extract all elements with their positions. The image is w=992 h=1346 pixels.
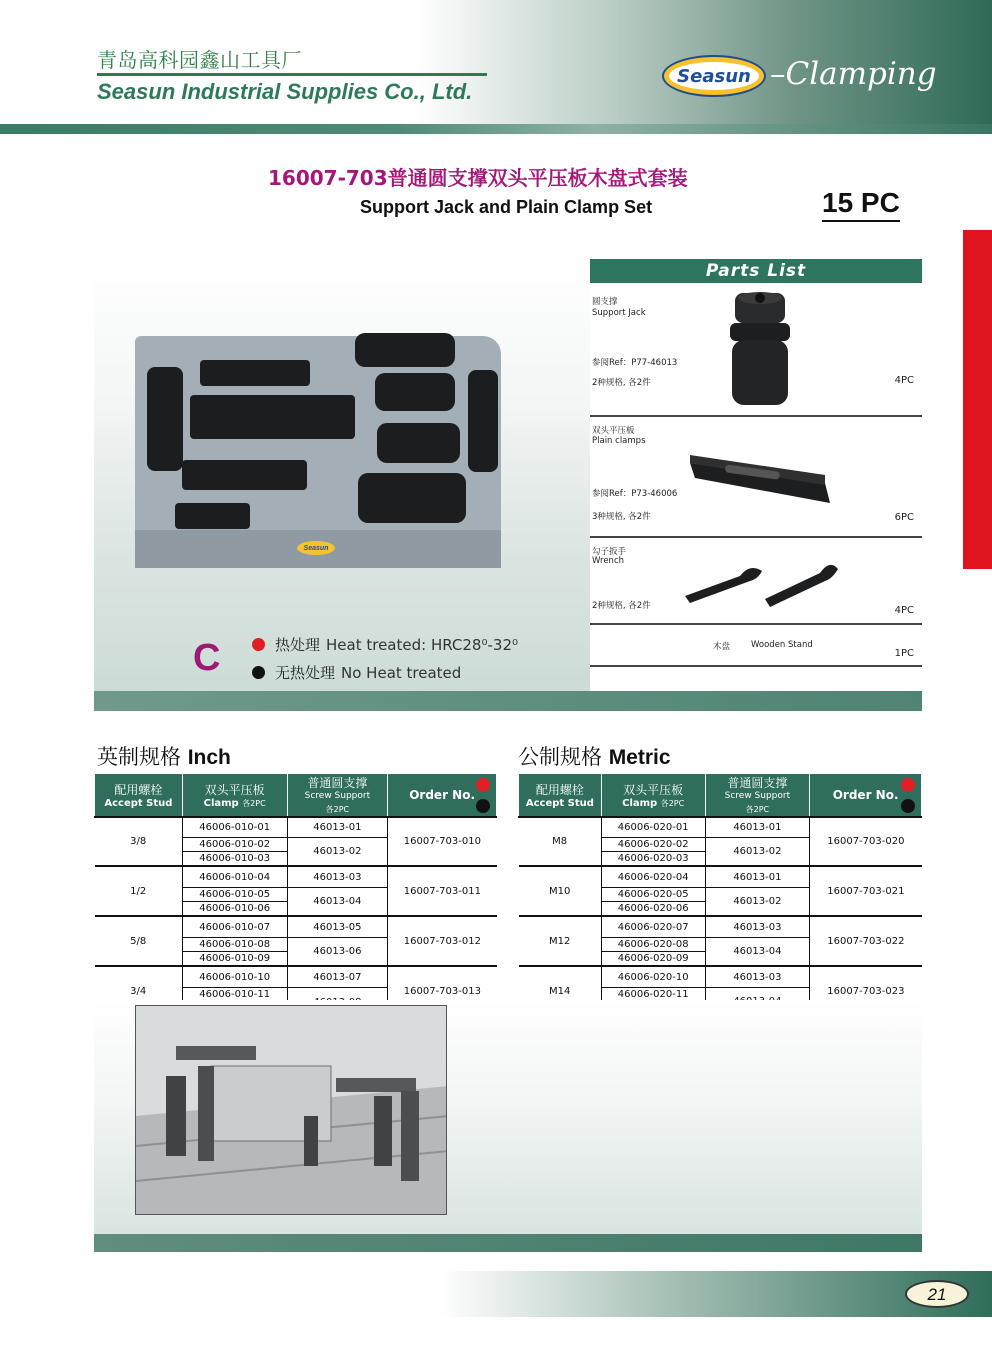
heat-class-letter: C <box>193 637 221 679</box>
order-number-cell: 16007-703-010 <box>388 817 497 867</box>
clamp-part-cell: 46006-010-06 <box>182 902 287 917</box>
order-number-cell: 16007-703-021 <box>810 866 922 916</box>
seasun-logo <box>662 55 766 97</box>
table-row <box>95 866 497 887</box>
order-number-cell: 16007-703-012 <box>388 916 497 966</box>
plain-clamp <box>182 460 307 490</box>
part-name-en: Wrench <box>592 556 625 566</box>
clamp-part-cell: 46006-020-10 <box>601 966 705 987</box>
legend-no-heat <box>252 662 461 683</box>
parts-divider <box>590 665 922 667</box>
part-name-cn: 双头平压板 <box>592 426 635 436</box>
clamp-part-cell: 46006-020-03 <box>601 852 705 867</box>
page-number: 21 <box>905 1280 969 1308</box>
wrench-icon <box>680 551 840 611</box>
clamp-part-cell: 46006-010-01 <box>182 817 287 838</box>
piece-count: 15 PC <box>822 187 900 222</box>
table-row <box>519 866 922 887</box>
support-part-cell: 46013-06 <box>287 938 388 967</box>
order-number-cell: 16007-703-011 <box>388 866 497 916</box>
order-number-cell: 16007-703-023 <box>810 966 922 1016</box>
part-spec: 2种规格, 各2件 <box>592 378 651 388</box>
support-part-cell: 46013-03 <box>705 916 810 937</box>
side-red-tab <box>963 230 992 569</box>
inch-table-body <box>95 817 497 1017</box>
wrench-left <box>147 367 183 471</box>
red-dot-icon <box>476 778 490 792</box>
support-part-cell: 46013-07 <box>287 966 388 987</box>
legend-noheat-cn: 无热处理 <box>275 664 336 682</box>
part-spec: 2种规格, 各2件 <box>592 601 651 611</box>
header-divider <box>0 124 992 134</box>
clamp-part-cell: 46006-010-11 <box>182 988 287 1002</box>
clamp-part-cell: 46006-010-10 <box>182 966 287 987</box>
part-qty: 6PC <box>894 512 914 523</box>
legend-heat-en: Heat treated: HRC28⁰-32⁰ <box>326 635 518 654</box>
clamp-part-cell: 46006-020-01 <box>601 817 705 838</box>
col-clamp: 双头平压板 Clamp 各2PC <box>182 774 287 817</box>
metric-section-title <box>518 741 671 771</box>
support-part-cell: 46013-03 <box>705 966 810 987</box>
inch-title-cn: 英制规格 <box>97 745 181 769</box>
part-name-en: Support Jack <box>592 308 646 318</box>
bottom-strip <box>94 1234 922 1252</box>
setup-photo <box>135 1005 447 1215</box>
part-name-en: Wooden Stand <box>751 640 813 650</box>
part-name-cn: 勾子扳手 <box>592 547 627 557</box>
part-qty: 4PC <box>894 375 914 386</box>
support-part-cell: 46013-05 <box>287 916 388 937</box>
support-part-cell: 46013-04 <box>287 888 388 917</box>
black-dot-icon <box>252 666 265 679</box>
support-part-cell: 46013-02 <box>705 888 810 917</box>
order-number-cell: 16007-703-013 <box>388 966 497 1016</box>
part-qty: 4PC <box>894 605 914 616</box>
support-part-cell: 46013-02 <box>705 838 810 867</box>
order-number-cell: 16007-703-022 <box>810 916 922 966</box>
part-ref: 参阅Ref：P73-46006 <box>592 489 678 499</box>
table-row <box>95 916 497 937</box>
parts-divider <box>590 623 922 625</box>
company-name-cn: 青岛高科园鑫山工具厂 <box>97 48 302 72</box>
support-jack <box>375 373 455 411</box>
support-jack-icon <box>720 288 800 413</box>
col-clamp: 双头平压板 Clamp 各2PC <box>601 774 705 817</box>
table-row <box>519 966 922 987</box>
col-order-no: Order No. <box>388 774 497 817</box>
legend-heat-cn: 热处理 <box>275 636 321 654</box>
clamp-part-cell: 46006-010-08 <box>182 938 287 952</box>
support-jack <box>377 423 460 463</box>
part-name-cn: 圆支撑 <box>592 297 618 307</box>
support-part-cell: 46013-01 <box>705 817 810 838</box>
accept-stud-cell: M14 <box>519 966 602 1016</box>
clamp-part-cell: 46006-010-07 <box>182 916 287 937</box>
table-row <box>95 817 497 838</box>
legend-heat-treated <box>252 634 518 655</box>
red-dot-icon <box>252 638 265 651</box>
table-row <box>95 966 497 987</box>
product-title-cn: 16007-703普通圆支撑双头平压板木盘式套装 <box>268 166 688 190</box>
plain-clamp <box>175 503 250 529</box>
plain-clamp <box>200 360 310 386</box>
legend-noheat-en: No Heat treated <box>341 663 462 682</box>
clamp-part-cell: 46006-020-08 <box>601 938 705 952</box>
support-part-cell: 46013-04 <box>705 938 810 967</box>
clamp-part-cell: 46006-020-04 <box>601 866 705 887</box>
setup-illustration <box>136 1006 447 1215</box>
col-accept-stud: 配用螺栓 Accept Stud <box>519 774 602 817</box>
table-row <box>519 916 922 937</box>
accept-stud-cell: M8 <box>519 817 602 867</box>
clamp-part-cell: 46006-010-09 <box>182 952 287 967</box>
clamp-part-cell: 46006-010-04 <box>182 866 287 887</box>
col-screw-support: 普通圆支撑 Screw Support 各2PC <box>287 774 388 817</box>
order-number-cell: 16007-703-020 <box>810 817 922 867</box>
part-ref: 参阅Ref：P77-46013 <box>592 358 678 368</box>
accept-stud-cell: M12 <box>519 916 602 966</box>
clamp-part-cell: 46006-020-11 <box>601 988 705 1002</box>
part-name-cn: 木盘 <box>713 642 731 652</box>
logo-text: Seasun <box>669 62 759 90</box>
accept-stud-cell: 3/4 <box>95 966 183 1016</box>
logo-clamping-text: –Clamping <box>770 56 937 92</box>
metric-title-cn: 公制规格 <box>518 745 602 769</box>
support-part-cell: 46013-01 <box>705 866 810 887</box>
part-spec: 3种规格, 各2件 <box>592 512 651 522</box>
inch-section-title <box>97 741 231 771</box>
part-qty: 1PC <box>894 648 914 659</box>
plain-clamp-icon <box>685 433 845 513</box>
clamp-part-cell: 46006-020-05 <box>601 888 705 902</box>
clamp-part-cell: 46006-020-02 <box>601 838 705 852</box>
parts-list-panel <box>590 283 922 691</box>
clamp-part-cell: 46006-020-06 <box>601 902 705 917</box>
col-accept-stud: 配用螺栓 Accept Stud <box>95 774 183 817</box>
accept-stud-cell: 1/2 <box>95 866 183 916</box>
parts-divider <box>590 536 922 538</box>
metric-title-en: Metric <box>608 746 671 769</box>
clamp-part-cell: 46006-010-05 <box>182 888 287 902</box>
support-jack <box>358 473 466 523</box>
inch-title-en: Inch <box>187 746 231 769</box>
support-part-cell: 46013-02 <box>287 838 388 867</box>
wrench-right <box>468 370 498 472</box>
support-part-cell: 46013-01 <box>287 817 388 838</box>
accept-stud-cell: M10 <box>519 866 602 916</box>
stand-logo: Seasun <box>297 541 335 555</box>
plain-clamp <box>190 395 355 439</box>
company-name-en: Seasun Industrial Supplies Co., Ltd. <box>97 79 473 104</box>
support-jack <box>355 333 455 367</box>
accept-stud-cell: 5/8 <box>95 916 183 966</box>
support-part-cell: 46013-03 <box>287 866 388 887</box>
table-row <box>519 817 922 838</box>
inch-spec-table <box>94 773 497 1017</box>
black-dot-icon <box>901 799 915 813</box>
parts-divider <box>590 415 922 417</box>
photo-bottom-strip <box>94 691 922 711</box>
accept-stud-cell: 3/8 <box>95 817 183 867</box>
clamp-part-cell: 46006-020-09 <box>601 952 705 967</box>
parts-list-title: Parts List <box>590 259 922 283</box>
part-name-en: Plain clamps <box>592 436 646 446</box>
col-screw-support: 普通圆支撑 Screw Support 各2PC <box>705 774 810 817</box>
col-order-no: Order No. <box>810 774 922 817</box>
clamp-part-cell: 46006-020-07 <box>601 916 705 937</box>
company-name-underline <box>97 73 487 76</box>
clamp-part-cell: 46006-010-03 <box>182 852 287 867</box>
black-dot-icon <box>476 799 490 813</box>
clamp-part-cell: 46006-010-02 <box>182 838 287 852</box>
red-dot-icon <box>901 778 915 792</box>
product-title-en: Support Jack and Plain Clamp Set <box>360 197 653 217</box>
